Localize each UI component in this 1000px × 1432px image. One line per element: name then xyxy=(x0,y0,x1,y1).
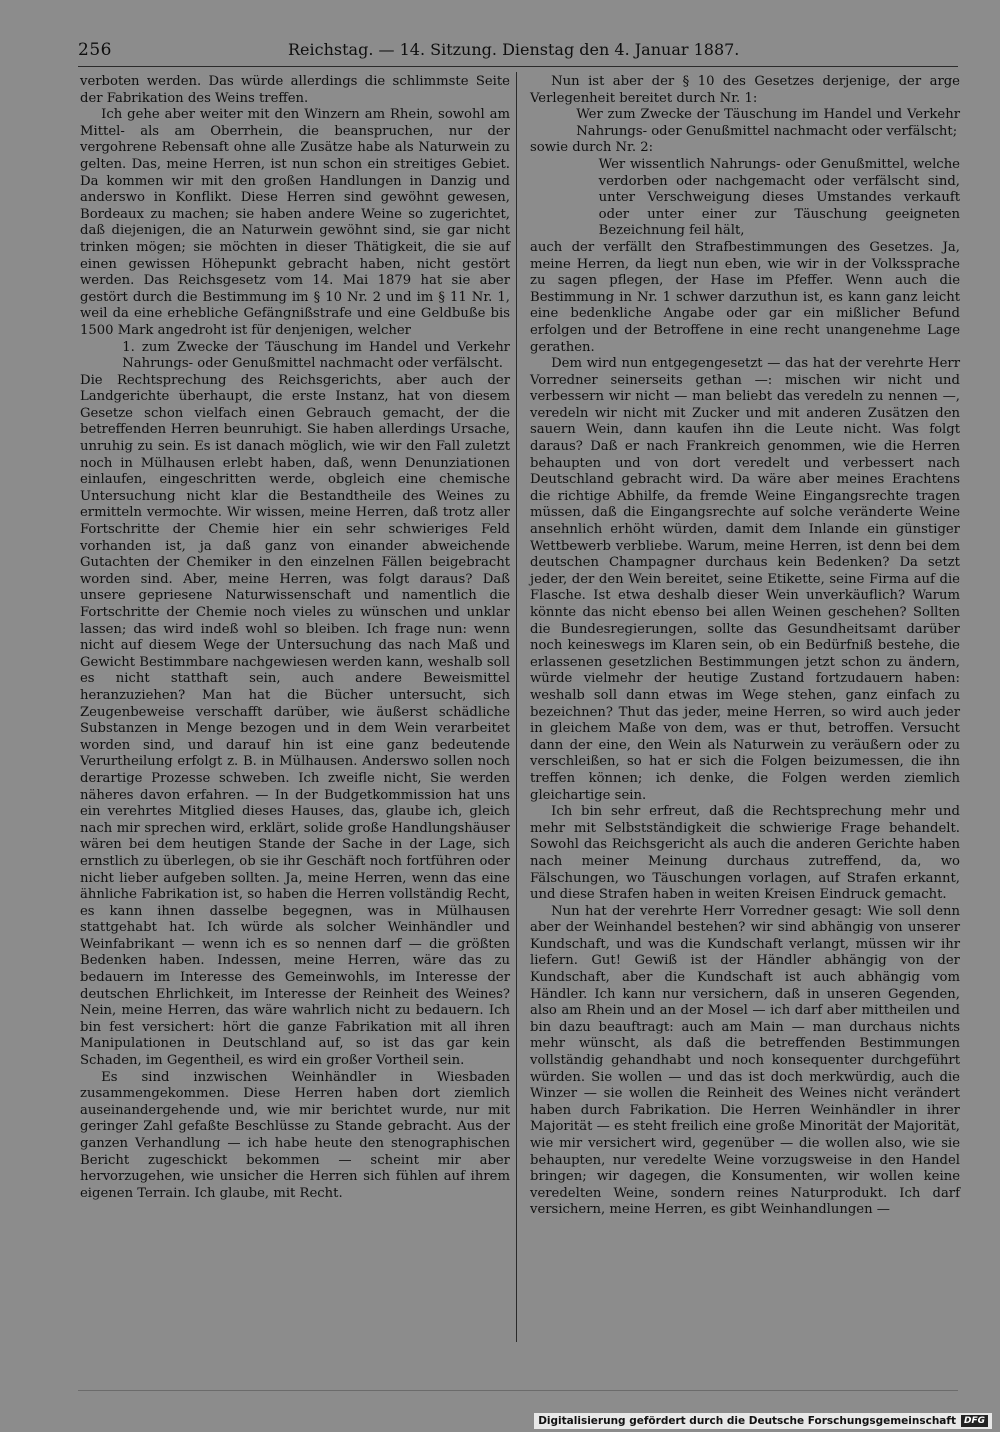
paragraph: Es sind inzwischen Weinhändler in Wiesbaden zusammengekommen. Diese Herren haben dort ziemlich auseinandergehende und, wie mir berichtet wurde, nur mit geringer Zahl gefaßte Beschlüsse zu Stande gebracht. Aus der ganzen Verhandlung — ich habe heute den stenographischen Bericht zugeschickt bekommen — scheint mir aber hervorzugehen, wie unsicher die Herren sich fühlen auf ihrem eigenen Terrain. Ich glaube, mit Recht. xyxy=(80,1069,510,1201)
paragraph: 1. zum Zwecke der Täuschung im Handel und Verkehr Nahrungs- oder Genußmittel nachmacht oder verfälscht. xyxy=(122,339,510,372)
paragraph: verboten werden. Das würde allerdings die schlimmste Seite der Fabrikation des Weins treffen. xyxy=(80,74,510,106)
running-title: Reichstag. — 14. Sitzung. Dienstag den 4. Januar 1887. xyxy=(288,40,740,59)
dfg-logo: DFG xyxy=(961,1415,988,1427)
paragraph: sowie durch Nr. 2: xyxy=(530,140,654,156)
page-number: 256 xyxy=(78,40,112,60)
paragraph: Nun ist aber der § 10 des Gesetzes derjenige, der arge Verlegenheit bereitet durch Nr. 1: xyxy=(530,74,960,106)
paragraph: Nun hat der verehrte Herr Vorredner gesagt: Wie soll denn aber der Weinhandel bestehen? wir sind abhängig von unserer Kundschaft, und was die Kundschaft verlangt, müssen wir ihr liefern. Gut! Gewiß ist der Händler abhängig von der Kundschaft, aber die Kundschaft ist auch abhängig vom Händler. Ich kann nur versichern, daß in unseren Gegenden, also am Rhein und an der Mosel — ich darf aber mittheilen und bin dazu beauftragt: auch am Main — man durchaus nichts mehr wünscht, als daß die betreffenden Bestimmungen vollständig gehandhabt und noch konsequenter durchgeführt würden. Sie wollen — und das ist doch merkwürdig, auch die Winzer — sie wollen die Reinheit des Weines nicht verändert haben durch Fabrikation. Die Herren Weinhändler in ihrer Majorität — es steht freilich eine große Minorität der Majorität, wie mir versichert wird, gegenüber — die wollen also, wie sie behaupten, nur veredelte Weine vorzugsweise in den Handel bringen; wir dagegen, die Konsumenten, wir wollen keine veredelten Weine, sondern reines Naturprodukt. Ich darf versichern, meine Herren, es gibt Weinhandlungen — xyxy=(530,903,960,1218)
paragraph: auch der verfällt den Strafbestimmungen des Gesetzes. Ja, meine Herren, da liegt nun eben, wie wir in der Volkssprache zu sagen pflegen, der Hase im Pfeffer. Wenn auch die Bestimmung in Nr. 1 schwer darzuthun ist, es kann ganz leicht eine bedenkliche Angabe oder gar ein mißlicher Befund erfolgen und der Betroffene in eine recht unangenehme Lage gerathen. xyxy=(530,239,960,355)
footer-rule xyxy=(78,1390,958,1391)
paragraph: Dem wird nun entgegengesetzt — das hat der verehrte Herr Vorredner seinerseits gethan —: mischen wir nicht und verbessern wir nicht — man beliebt das veredeln zu nennen —, veredeln wir nicht mit Zucker und mit anderen Zusätzen den sauern Wein, dann kaufen ihn die Leute nicht. Was folgt daraus? Daß er nach Frankreich genommen, wie die Herren behaupten und von dort veredelt und verbessert nach Deutschland gebracht wird. Da wäre aber meines Erachtens die richtige Abhilfe, da fremde Weine Eingangsrechte tragen müssen, daß die Eingangsrechte auf solche veränderte Weine ansehnlich erhöht würden, damit dem Inlande ein günstiger Wettbewerb verbliebe. Warum, meine Herren, ist denn bei dem deutschen Champagner durchaus kein Bedenken? Da setzt jeder, der den Wein bereitet, seine Etikette, seine Firma auf die Flasche. Ist etwa deshalb dieser Wein unverkäuflich? Warum könnte das nicht ebenso bei allen Weinen geschehen? Sollten die Bundesregierungen, sollte das Gesundheitsamt darüber noch keineswegs im Klaren sein, ob ein Bedürfniß bestehe, die erlassenen gesetzlichen Bestimmungen jetzt schon zu ändern, würde vielmehr der heutige Zustand fortzudauern haben: weshalb soll dann etwas im Wege stehen, ganz einfach zu bezeichnen? Thut das jeder, meine Herren, so wird auch jeder in gleichem Maße von dem, was er thut, betroffen. Versucht dann der eine, den Wein als Naturwein zu veräußern oder zu verschleißen, so hat er sich die Folgen beizumessen, die ihn treffen können; ich denke, die Folgen werden ziemlich gleichartige sein. xyxy=(530,356,960,803)
header-rule xyxy=(78,66,958,67)
paragraph: Die Rechtsprechung des Reichsgerichts, aber auch der Landgerichte überhaupt, die erste Instanz, hat von diesem Gesetze schon vielfach einen Gebrauch gemacht, der die betreffenden Herren beunruhigt. Sie haben allerdings Ursache, unruhig zu sein. Es ist danach möglich, wie wir den Fall zuletzt noch in Mülhausen erlebt haben, daß, wenn Denunziationen einlaufen, eingeschritten werde, obgleich eine chemische Untersuchung nicht klar die Bestandtheile des Weines zu ermitteln vermochte. Wir wissen, meine Herren, daß trotz aller Fortschritte der Chemie hier ein sehr schwieriges Feld vorhanden ist, ja daß ganz von einander abweichende Gutachten der Chemiker in den einzelnen Fällen beigebracht worden sind. Aber, meine Herren, was folgt daraus? Daß unsere gepriesene Naturwissenschaft und namentlich die Fortschritte der Chemie noch vieles zu wünschen und unklar lassen; das wird indeß wohl so bleiben. Ich frage nun: wenn nicht auf diesem Wege der Untersuchung das nach Maß und Gewicht Bestimmbare nachgewiesen werden kann, weshalb soll es nicht statthaft sein, auch andere Beweismittel heranzuziehen? Man hat die Bücher untersucht, sich Zeugenbeweise verschafft darüber, wie äußerst schädliche Substanzen in Menge bezogen und in dem Wein verarbeitet worden sind, und darauf hin ist eine ganz bedeutende Verurtheilung erfolgt z. B. in Mülhausen. Anderswo sollen noch derartige Prozesse schweben. Ich zweifle nicht, Sie werden näheres davon erfahren. — In der Budgetkommission hat uns ein verehrtes Mitglied dieses Hauses, das, glaube ich, gleich nach mir sprechen wird, erklärt, solide große Handlungshäuser wären bei dem heutigen Stande der Sache in der Lage, sich ernstlich zu überlegen, ob sie ihr Geschäft noch fortführen oder nicht lieber aufgeben sollten. Ja, meine Herren, wenn das eine ähnliche Fabrikation ist, so haben die Herren vollständig Recht, es kann ihnen dasselbe begegnen, was in Mülhausen stattgehabt hat. Ich würde als solcher Weinhändler und Weinfabrikant — wenn ich es so nennen darf — die größten Bedenken haben. Indessen, meine Herren, wäre das zu bedauern im Interesse des Gemeinwohls, im Interesse der deutschen Ehrlichkeit, im Interesse der Reinheit des Weines? Nein, meine Herren, das wäre wahrlich nicht zu bedauern. Ich bin fest versichert: hört die ganze Fabrikation mit all ihren Manipulationen in Deutschland auf, so ist das gar kein Schaden, im Gegentheil, es wird ein großer Vortheil sein. xyxy=(80,372,510,1069)
paragraph: Ich gehe aber weiter mit den Winzern am Rhein, sowohl am Mittel- als am Oberrhein, die beanspruchen, nur der vergohrene Rebensaft ohne alle Zusätze habe als Naturwein zu gelten. Das, meine Herren, ist nun schon ein streitiges Gebiet. Da kommen wir mit den großen Handlungen in Danzig und anderswo in Konflikt. Diese Herren sind gewöhnt gewesen, Bordeaux zu machen; sie haben andere Weine so zugerichtet, daß diejenigen, die an Naturwein gewöhnt sind, sie gar nicht trinken mögen; sie möchten in dieser Thätigkeit, die sie auf einen gewissen Höhepunkt gebracht haben, nicht gestört werden. Das Reichsgesetz vom 14. Mai 1879 hat sie aber gestört durch die Bestimmung im § 10 Nr. 2 und im § 11 Nr. 1, weil da eine erhebliche Gefängnißstrafe und eine Geldbuße bis 1500 Mark angedroht ist für denjenigen, welcher xyxy=(80,107,510,338)
paragraph: Ich bin sehr erfreut, daß die Rechtsprechung mehr und mehr mit Selbstständigkeit die schwierige Frage behandelt. Sowohl das Reichsgericht als auch die anderen Gerichte haben nach meiner Meinung durchaus zutreffend, da, wo Fälschungen, wo Täuschungen vorlagen, auf Strafen erkannt, und diese Strafen haben in weiten Kreisen Eindruck gemacht. xyxy=(530,804,960,903)
footer-credit xyxy=(534,1413,992,1429)
paragraph: Wer zum Zwecke der Täuschung im Handel und Verkehr Nahrungs- oder Genußmittel nachmacht oder verfälscht; xyxy=(576,107,960,139)
left-column xyxy=(80,74,510,1202)
funding-credit-text: Digitalisierung gefördert durch die Deutsche Forschungsgemeinschaft xyxy=(538,1415,956,1427)
paragraph: Wer wissentlich Nahrungs- oder Genußmittel, welche verdorben oder nachgemacht oder verfälscht sind, unter Verschweigung dieses Umstandes verkauft oder unter einer zur Täuschung geeigneten Bezeichnung feil hält, xyxy=(598,156,960,239)
page-header xyxy=(78,40,948,64)
column-divider xyxy=(516,72,517,1342)
right-column xyxy=(530,74,960,1219)
